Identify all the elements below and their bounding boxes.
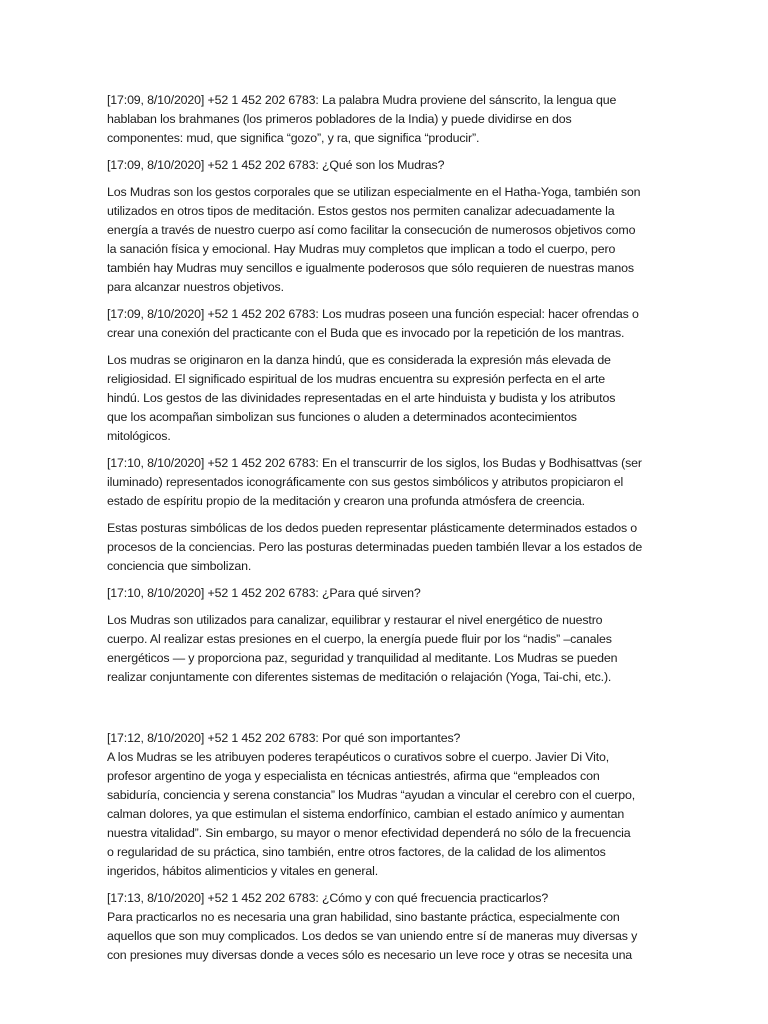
text-line: Los Mudras son utilizados para canalizar, equilibrar y restaurar el nivel energético de nuestro [107, 613, 603, 627]
text-line: crear una conexión del practicante con el Buda que es invocado por la repetición de los mantras. [107, 326, 625, 340]
text-line: [17:10, 8/10/2020] +52 1 452 202 6783: ¿Para qué sirven? [107, 586, 421, 600]
text-line: profesor argentino de yoga y especialista en técnicas antiestrés, afirma que “empleados con [107, 769, 600, 783]
text-line: Los Mudras son los gestos corporales que se utilizan especialmente en el Hatha-Yoga, también son [107, 185, 641, 199]
document-paragraph [107, 91, 663, 148]
text-line: energéticos — y proporciona paz, seguridad y tranquilidad al meditante. Los Mudras se pueden [107, 651, 618, 665]
text-line: [17:12, 8/10/2020] +52 1 452 202 6783: Por qué son importantes? [107, 731, 461, 745]
text-line: también hay Mudras muy sencillos e igualmente poderosos que sólo requieren de nuestras manos [107, 261, 634, 275]
document-paragraph [107, 729, 663, 881]
paragraph-gap [107, 695, 663, 729]
text-line: componentes: mud, que significa “gozo”, y ra, que significa “producir”. [107, 131, 480, 145]
text-line: o regularidad de su práctica, sino también, entre otros factores, de la calidad de los alimentos [107, 845, 606, 859]
text-line: estado de espíritu propio de la meditación y crearon una profunda atmósfera de creencia. [107, 494, 585, 508]
text-line: Para practicarlos no es necesaria una gran habilidad, sino bastante práctica, especialmente con [107, 910, 620, 924]
text-line: hindú. Los gestos de las divinidades representadas en el arte hinduista y budista y los atributos [107, 391, 616, 405]
text-line: [17:13, 8/10/2020] +52 1 452 202 6783: ¿Cómo y con qué frecuencia practicarlos? [107, 891, 549, 905]
text-line: hablaban los brahmanes (los primeros pobladores de la India) y puede dividirse en dos [107, 112, 572, 126]
document-paragraph [107, 611, 663, 687]
text-line: utilizados en otros tipos de meditación. Estos gestos nos permiten canalizar adecuadamente la [107, 204, 615, 218]
text-line: ingeridos, hábitos alimenticios y vitales en general. [107, 864, 378, 878]
document-paragraph [107, 305, 663, 343]
document-paragraph [107, 889, 663, 965]
text-line: que los acompañan simbolizan sus funciones o aluden a determinados acontecimientos [107, 410, 577, 424]
text-line: [17:09, 8/10/2020] +52 1 452 202 6783: ¿Qué son los Mudras? [107, 158, 445, 172]
text-line: Estas posturas simbólicas de los dedos pueden representar plásticamente determinados estados o [107, 521, 638, 535]
text-line: con presiones muy diversas donde a veces sólo es necesario un leve roce y otras se necesita una [107, 948, 633, 962]
text-line: [17:09, 8/10/2020] +52 1 452 202 6783: La palabra Mudra proviene del sánscrito, la lengua que [107, 93, 617, 107]
text-line: iluminado) representados iconográficamente con sus gestos simbólicos y atributos propiciaron el [107, 475, 624, 489]
document-paragraph [107, 519, 663, 576]
text-line: procesos de la conciencias. Pero las posturas determinadas pueden también llevar a los estados de [107, 540, 643, 554]
text-line: energía a través de nuestro cuerpo así como facilitar la consecución de numerosos objetivos como [107, 223, 636, 237]
text-line: realizar conjuntamente con diferentes sistemas de meditación o relajación (Yoga, Tai-chi, etc.). [107, 670, 612, 684]
document-paragraph [107, 584, 663, 603]
text-line: religiosidad. El significado espiritual de los mudras encuentra su expresión perfecta en el arte [107, 372, 606, 386]
text-line: calman dolores, ya que estimulan el sistema endorfínico, cambian el estado anímico y aumentan [107, 807, 625, 821]
text-line: aquellos que son muy complicados. Los dedos se van uniendo entre sí de maneras muy diversas y [107, 929, 638, 943]
text-line: para alcanzar nuestros objetivos. [107, 280, 284, 294]
text-line: [17:10, 8/10/2020] +52 1 452 202 6783: En el transcurrir de los siglos, los Budas y Bodhisattvas (ser [107, 456, 642, 470]
text-line: mitológicos. [107, 429, 171, 443]
text-line: [17:09, 8/10/2020] +52 1 452 202 6783: Los mudras poseen una función especial: hacer ofrendas o [107, 307, 639, 321]
document-page [107, 91, 663, 973]
text-line: sabiduría, conciencia y serena constancia” los Mudras “ayudan a vincular el cerebro con el cuerpo, [107, 788, 636, 802]
text-line: cuerpo. Al realizar estas presiones en el cuerpo, la energía puede fluir por los “nadis” –canales [107, 632, 612, 646]
document-paragraph [107, 454, 663, 511]
text-line: conciencia que simbolizan. [107, 559, 252, 573]
text-line: nuestra vitalidad”. Sin embargo, su mayor o menor efectividad dependerá no sólo de la frecuencia [107, 826, 631, 840]
document-paragraph [107, 183, 663, 297]
text-line: Los mudras se originaron en la danza hindú, que es considerada la expresión más elevada de [107, 353, 611, 367]
text-line: A los Mudras se les atribuyen poderes terapéuticos o curativos sobre el cuerpo. Javier Di Vito, [107, 750, 610, 764]
text-line: la sanación física y emocional. Hay Mudras muy completos que implican a todo el cuerpo, pero [107, 242, 616, 256]
document-paragraph [107, 351, 663, 446]
document-paragraph [107, 156, 663, 175]
